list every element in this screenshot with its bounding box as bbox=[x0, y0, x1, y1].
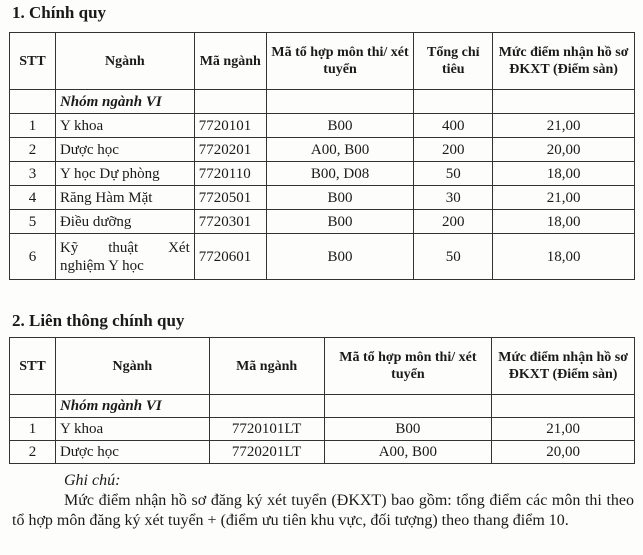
table-row bbox=[10, 138, 635, 162]
cell-nganh: Y học Dự phòng bbox=[55, 162, 194, 186]
cell-stt: 5 bbox=[10, 210, 56, 234]
table-row bbox=[10, 418, 635, 441]
table-group-row bbox=[10, 395, 635, 418]
cell-nganh bbox=[55, 234, 194, 280]
cell-nganh: Dược học bbox=[55, 138, 194, 162]
header-ma-nganh: Mã ngành bbox=[209, 338, 324, 395]
cell-diem: 20,00 bbox=[493, 138, 635, 162]
admission-table-regular bbox=[9, 32, 635, 280]
cell-tohop: B00 bbox=[266, 234, 414, 280]
table-row bbox=[10, 114, 635, 138]
header-stt: STT bbox=[10, 338, 56, 395]
table-row bbox=[10, 162, 635, 186]
cell-tohop: B00 bbox=[266, 186, 414, 210]
cell-ma: 7720101LT bbox=[209, 418, 324, 441]
cell-diem: 21,00 bbox=[492, 418, 635, 441]
cell-diem: 18,00 bbox=[493, 162, 635, 186]
header-nganh: Ngành bbox=[55, 33, 194, 90]
cell-diem: 20,00 bbox=[492, 441, 635, 464]
cell-stt: 2 bbox=[10, 441, 56, 464]
cell-ma: 7720101 bbox=[194, 114, 266, 138]
table-row bbox=[10, 234, 635, 280]
table-group-row bbox=[10, 90, 635, 114]
admission-table-lienthong bbox=[9, 337, 635, 464]
header-ma-nganh: Mã ngành bbox=[194, 33, 266, 90]
header-stt: STT bbox=[10, 33, 56, 90]
cell-ma: 7720110 bbox=[194, 162, 266, 186]
cell-ma: 7720501 bbox=[194, 186, 266, 210]
cell-chitieu: 200 bbox=[414, 138, 493, 162]
cell-chitieu: 30 bbox=[414, 186, 493, 210]
cell-tohop: B00, D08 bbox=[266, 162, 414, 186]
cell-chitieu: 200 bbox=[414, 210, 493, 234]
section1-heading: 1. Chính quy bbox=[12, 3, 107, 22]
table-row bbox=[10, 210, 635, 234]
cell-stt: 6 bbox=[10, 234, 56, 280]
table-row bbox=[10, 186, 635, 210]
group-label: Nhóm ngành VI bbox=[55, 395, 209, 418]
header-diem-san: Mức điểm nhận hồ sơ ĐKXT (Điểm sàn) bbox=[492, 338, 635, 395]
cell-stt: 1 bbox=[10, 418, 56, 441]
cell-ma: 7720201 bbox=[194, 138, 266, 162]
cell-ma: 7720301 bbox=[194, 210, 266, 234]
cell-nganh-line1: Kỹ thuật Xét bbox=[59, 239, 190, 256]
cell-tohop: A00, B00 bbox=[266, 138, 414, 162]
cell-nganh: Y khoa bbox=[55, 418, 209, 441]
cell-tohop: B00 bbox=[266, 210, 414, 234]
table-header-row bbox=[10, 338, 635, 395]
table-row bbox=[10, 441, 635, 464]
cell-ma: 7720601 bbox=[194, 234, 266, 280]
cell-tohop: A00, B00 bbox=[324, 441, 492, 464]
cell-diem: 18,00 bbox=[493, 234, 635, 280]
note-label: Ghi chú: bbox=[64, 472, 121, 489]
cell-diem: 18,00 bbox=[493, 210, 635, 234]
cell-tohop: B00 bbox=[266, 114, 414, 138]
cell-stt: 3 bbox=[10, 162, 56, 186]
cell-nganh: Y khoa bbox=[55, 114, 194, 138]
cell-nganh: Điều dưỡng bbox=[55, 210, 194, 234]
cell-nganh: Dược học bbox=[55, 441, 209, 464]
cell-nganh: Răng Hàm Mặt bbox=[55, 186, 194, 210]
cell-diem: 21,00 bbox=[493, 186, 635, 210]
header-to-hop: Mã tổ hợp môn thi/ xét tuyển bbox=[324, 338, 492, 395]
header-nganh: Ngành bbox=[55, 338, 209, 395]
header-chi-tieu: Tổng chỉ tiêu bbox=[414, 33, 493, 90]
cell-chitieu: 50 bbox=[414, 234, 493, 280]
cell-ma: 7720201LT bbox=[209, 441, 324, 464]
header-to-hop: Mã tổ hợp môn thi/ xét tuyển bbox=[266, 33, 414, 90]
cell-chitieu: 400 bbox=[414, 114, 493, 138]
cell-tohop: B00 bbox=[324, 418, 492, 441]
group-label: Nhóm ngành VI bbox=[55, 90, 194, 114]
cell-chitieu: 50 bbox=[414, 162, 493, 186]
cell-stt: 4 bbox=[10, 186, 56, 210]
header-diem-san: Mức điểm nhận hồ sơ ĐKXT (Điểm sàn) bbox=[493, 33, 635, 90]
cell-stt: 1 bbox=[10, 114, 56, 138]
cell-diem: 21,00 bbox=[493, 114, 635, 138]
section2-heading: 2. Liên thông chính quy bbox=[12, 311, 185, 330]
cell-nganh-line2: nghiệm Y học bbox=[59, 257, 144, 274]
note-text: Mức điểm nhận hồ sơ đăng ký xét tuyển (ĐKXT) bao gồm: tổng điểm các môn thi theo tổ hợp môn đăng ký xét tuyển + (điểm ưu tiên khu vực, đối tượng) theo thang điểm 10. bbox=[12, 492, 634, 529]
cell-stt: 2 bbox=[10, 138, 56, 162]
table-header-row bbox=[10, 33, 635, 90]
